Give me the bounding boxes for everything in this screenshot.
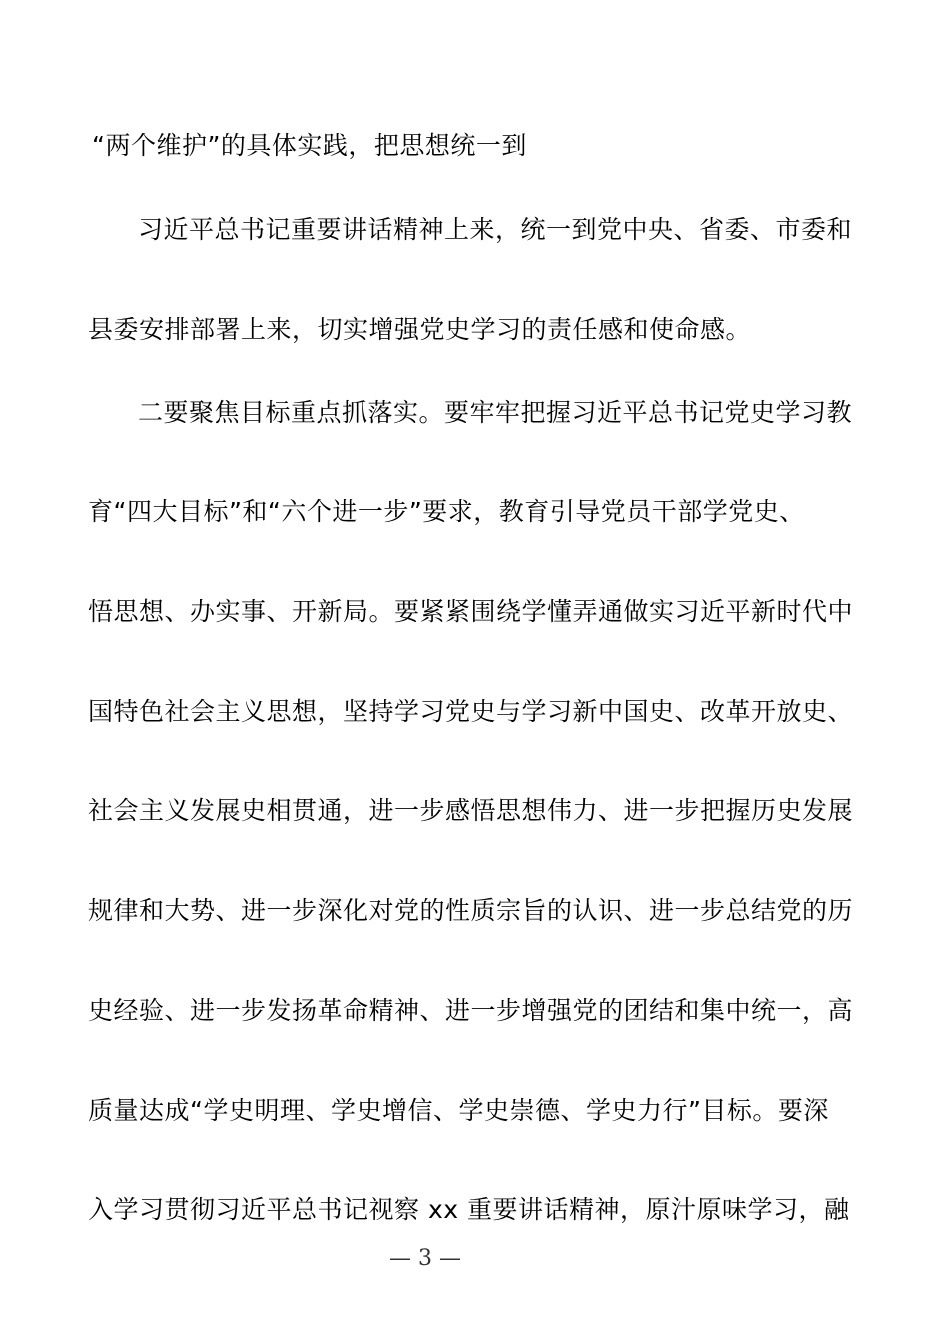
text-line: “两个维护”的具体实践，把思想统一到	[92, 131, 527, 160]
paragraph-start-line: 习近平总书记重要讲话精神上来，统一到党中央、省委、市委和	[138, 215, 853, 244]
text-line: 县委安排部署上来，切实增强党史学习的责任感和使命感。	[88, 315, 752, 344]
paragraph-start-line: 二要聚焦目标重点抓落实。要牢牢把握习近平总书记党史学习教	[138, 398, 853, 427]
text-line: 入学习贯彻习近平总书记视察 xx 重要讲话精神，原汁原味学习，融	[88, 1195, 850, 1224]
page-number: — 3 —	[389, 1246, 461, 1271]
text-line: 质量达成“学史明理、学史增信、学史崇德、学史力行”目标。要深	[88, 1096, 829, 1125]
text-line: 国特色社会主义思想，坚持学习党史与学习新中国史、改革开放史、	[88, 697, 854, 726]
text-line: 育“四大目标”和“六个进一步”要求，教育引导党员干部学党史、	[88, 497, 805, 526]
text-line: 规律和大势、进一步深化对党的性质宗旨的认识、进一步总结党的历	[88, 896, 854, 925]
text-line: 社会主义发展史相贯通，进一步感悟思想伟力、进一步把握历史发展	[88, 796, 854, 825]
text-line: 悟思想、办实事、开新局。要紧紧围绕学懂弄通做实习近平新时代中	[88, 597, 854, 626]
text-line: 史经验、进一步发扬革命精神、进一步增强党的团结和集中统一，高	[88, 996, 854, 1025]
